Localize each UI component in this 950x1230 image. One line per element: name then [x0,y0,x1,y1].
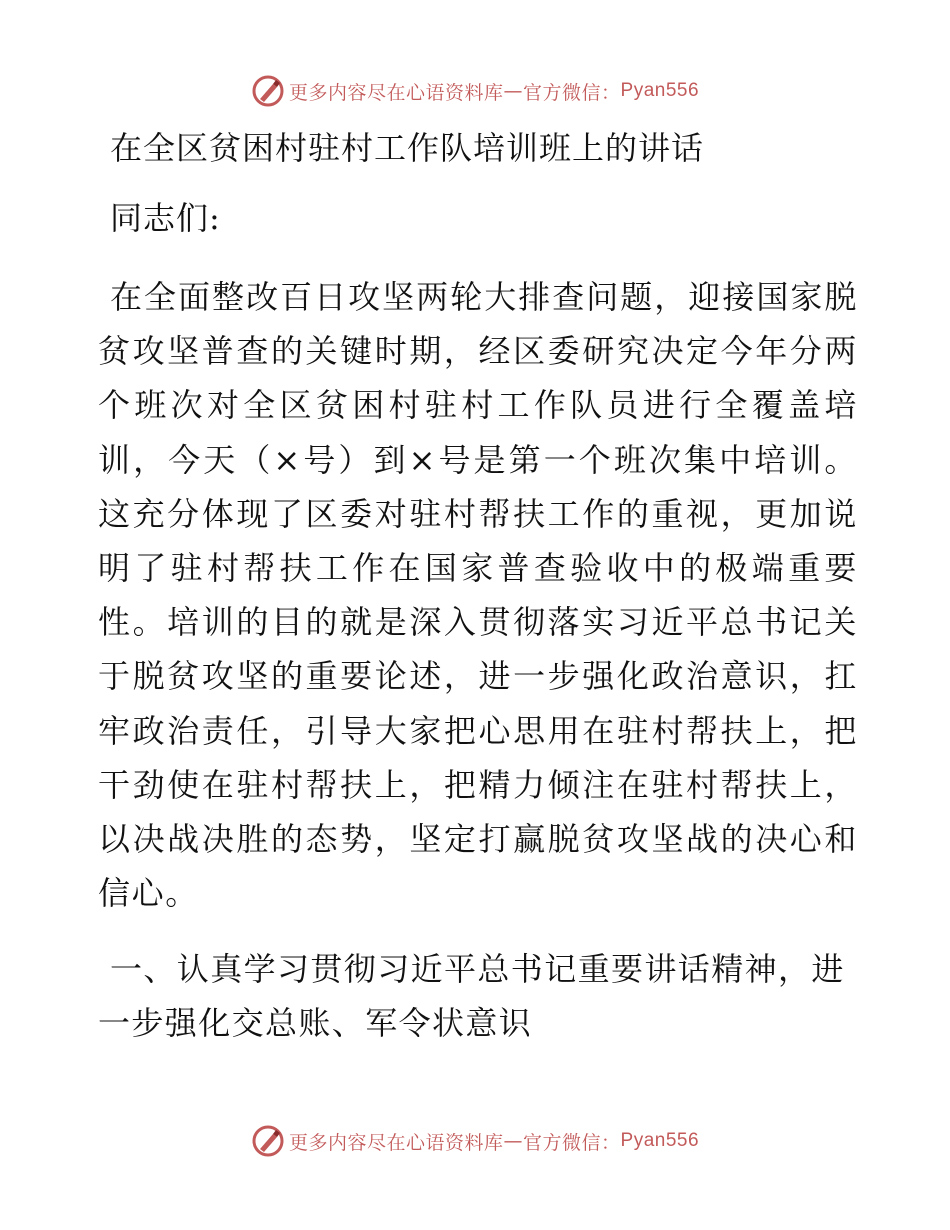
watermark-colon: ： [601,81,621,104]
greeting: 同志们: [110,199,221,237]
watermark-header [0,74,950,108]
watermark-separator: — [503,80,523,102]
watermark-separator: — [503,1130,523,1152]
paragraph: 在全面整改百日攻坚两轮大排查问题，迎接国家脱贫攻坚普查的关键时期，经区委研究决定今年分两个班次对全区贫困村驻村工作队员进行全覆盖培训，今天（×号）到×号是第一个班次集中培训。这充分体现了区委对驻村帮扶工作的重视，更加说明了驻村帮扶工作在国家普查验收中的极端重要性。培训的目的就是深入贯彻落实习近平总书记关于脱贫攻坚的重要论述，进一步强化政治意识，扛牢政治责任，引导大家把心思用在驻村帮扶上，把干劲使在驻村帮扶上，把精力倾注在驻村帮扶上，以决战决胜的态势，坚定打赢脱贫攻坚战的决心和信心。 [98,278,858,913]
watermark-colon: ： [601,1131,621,1154]
watermark-official: 官方微信 [522,1131,601,1154]
watermark-wechat-id: Pyan556 [620,1130,700,1151]
watermark-official: 官方微信 [522,81,601,104]
watermark-footer [0,1124,950,1158]
section-heading: 一、认真学习贯彻习近平总书记重要讲话精神，进一步强化交总账、军令状意识 [98,950,845,1043]
document-title: 在全区贫困村驻村工作队培训班上的讲话 [110,129,705,167]
watermark-text: 更多内容尽在心语资料库 [288,1131,504,1154]
pen-logo-icon [251,74,285,108]
document-body [98,122,858,1050]
watermark-text: 更多内容尽在心语资料库 [288,81,504,104]
pen-logo-icon [251,1124,285,1158]
watermark-wechat-id: Pyan556 [620,80,700,101]
